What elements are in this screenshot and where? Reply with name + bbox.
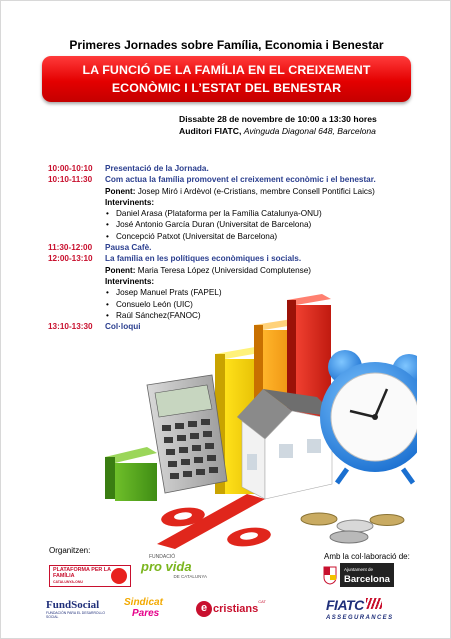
- fundsocial-logo-name: FundSocial: [46, 599, 100, 611]
- percent-sign-icon: [157, 494, 272, 549]
- fiatc-stripes-icon: [366, 598, 382, 609]
- family-icon: [111, 568, 127, 584]
- venue-address: Avinguda Diagonal 648, Barcelona: [243, 126, 376, 136]
- barcelona-logo-small: Ajuntament de: [344, 567, 374, 572]
- ecristians-logo-sup: CAT: [258, 599, 266, 604]
- plataforma-logo-name: PLATAFORMA PER LA FAMÍLIA: [53, 567, 111, 579]
- title-banner: [42, 56, 411, 102]
- barcelona-logo-name: Barcelona: [344, 574, 390, 585]
- participant-item: • Consuelo León (UIC): [48, 299, 428, 310]
- speaker-name: Josep Miró i Ardèvol (e-Cristians, membre Consell Pontifici Laics): [137, 186, 375, 196]
- session-row: [48, 163, 428, 174]
- fundsocial-logo: [46, 599, 114, 621]
- fiatc-logo-name: FIATC: [326, 597, 364, 613]
- session-title: La família en les polítiques econòmiques i socials.: [105, 254, 302, 264]
- participant-item: • Daniel Arasa (Plataforma per la Família Catalunya-ONU): [48, 208, 428, 219]
- participant-item: • Concepció Patxot (Universitat de Barcelona): [48, 231, 428, 242]
- participant-item: • Raúl Sánchez(FANOC): [48, 310, 428, 321]
- ecristians-logo: [196, 597, 271, 621]
- provida-logo-name: pro vida: [141, 559, 192, 574]
- session-title: Presentació de la Jornada.: [105, 164, 209, 173]
- fiatc-logo: [326, 597, 408, 621]
- event-datetime-location: [179, 113, 377, 137]
- session-row: [48, 253, 428, 264]
- alarm-clock-icon: [320, 350, 417, 483]
- economy-illustration: [87, 289, 417, 551]
- provida-logo-sub: DE CATALUNYA: [173, 574, 207, 579]
- participant-item: • Josep Manuel Prats (FAPEL): [48, 287, 428, 298]
- ecristians-logo-name: cristians: [213, 603, 259, 615]
- event-venue: [179, 125, 377, 137]
- session-row: [48, 174, 428, 185]
- event-date: Dissabte 28 de novembre de 10:00 a 13:30 hores: [179, 114, 377, 124]
- plataforma-familia-logo: [49, 565, 131, 587]
- speaker-name: Maria Teresa López (Universidad Complutense): [137, 265, 311, 275]
- provida-logo: [141, 554, 211, 592]
- session-time: 10:10-11:30: [48, 175, 93, 185]
- sindicat-logo-line1: Sindicat: [124, 597, 163, 608]
- participant-item: • José Antonio García Duran (Universitat de Barcelona): [48, 219, 428, 230]
- city-shield-icon: [323, 565, 337, 585]
- speaker-line: [48, 186, 428, 197]
- collaborators-label: Amb la col·laboració de:: [324, 552, 410, 561]
- speaker-line: [48, 265, 428, 276]
- speaker-label: Ponent:: [105, 186, 136, 196]
- participants-label: Intervinents:: [105, 197, 155, 207]
- venue-name: Auditori FIATC,: [179, 126, 242, 136]
- barcelona-logo-text: [340, 563, 394, 587]
- session-row: [48, 242, 428, 253]
- session-title: Col·loqui: [105, 322, 141, 332]
- session-title: Com actua la família promovent el creixement econòmic i el benestar.: [105, 175, 376, 185]
- fiatc-logo-sub: ASSEGURANCES: [326, 615, 394, 621]
- plataforma-logo-text: [50, 567, 111, 585]
- sindicat-pares-logo: [124, 597, 184, 623]
- session-time: 12:00-13:10: [48, 254, 93, 264]
- participants-label: Intervinents:: [105, 276, 155, 286]
- ajuntament-barcelona-logo: [323, 563, 405, 587]
- organizers-label: Organitzen:: [49, 546, 91, 555]
- speaker-label: Ponent:: [105, 265, 136, 275]
- sindicat-logo-line2: Pares: [132, 608, 160, 619]
- session-time: 11:30-12:00: [48, 243, 93, 253]
- fundsocial-logo-sub: FUNDACIÓN PARA EL DESARROLLO SOCIAL: [46, 611, 105, 619]
- session-time: 13:10-13:30: [48, 322, 93, 332]
- banner-line-2: ECONÒMIC I L’ESTAT DEL BENESTAR: [111, 81, 342, 95]
- session-time: 10:00-10:10: [48, 164, 93, 173]
- session-title: Pausa Cafè.: [105, 243, 152, 253]
- ecristians-logo-mark: e: [196, 601, 212, 617]
- banner-line-1: LA FUNCIÓ DE LA FAMÍLIA EN EL CREIXEMENT: [82, 63, 371, 77]
- provida-logo-pre: FUNDACIÓ: [149, 554, 176, 560]
- plataforma-logo-sub: CATALUNYA-ONU: [53, 580, 83, 584]
- conference-supertitle: Primeres Jornades sobre Família, Economia i Benestar: [69, 38, 384, 52]
- coins-icon: [301, 513, 404, 543]
